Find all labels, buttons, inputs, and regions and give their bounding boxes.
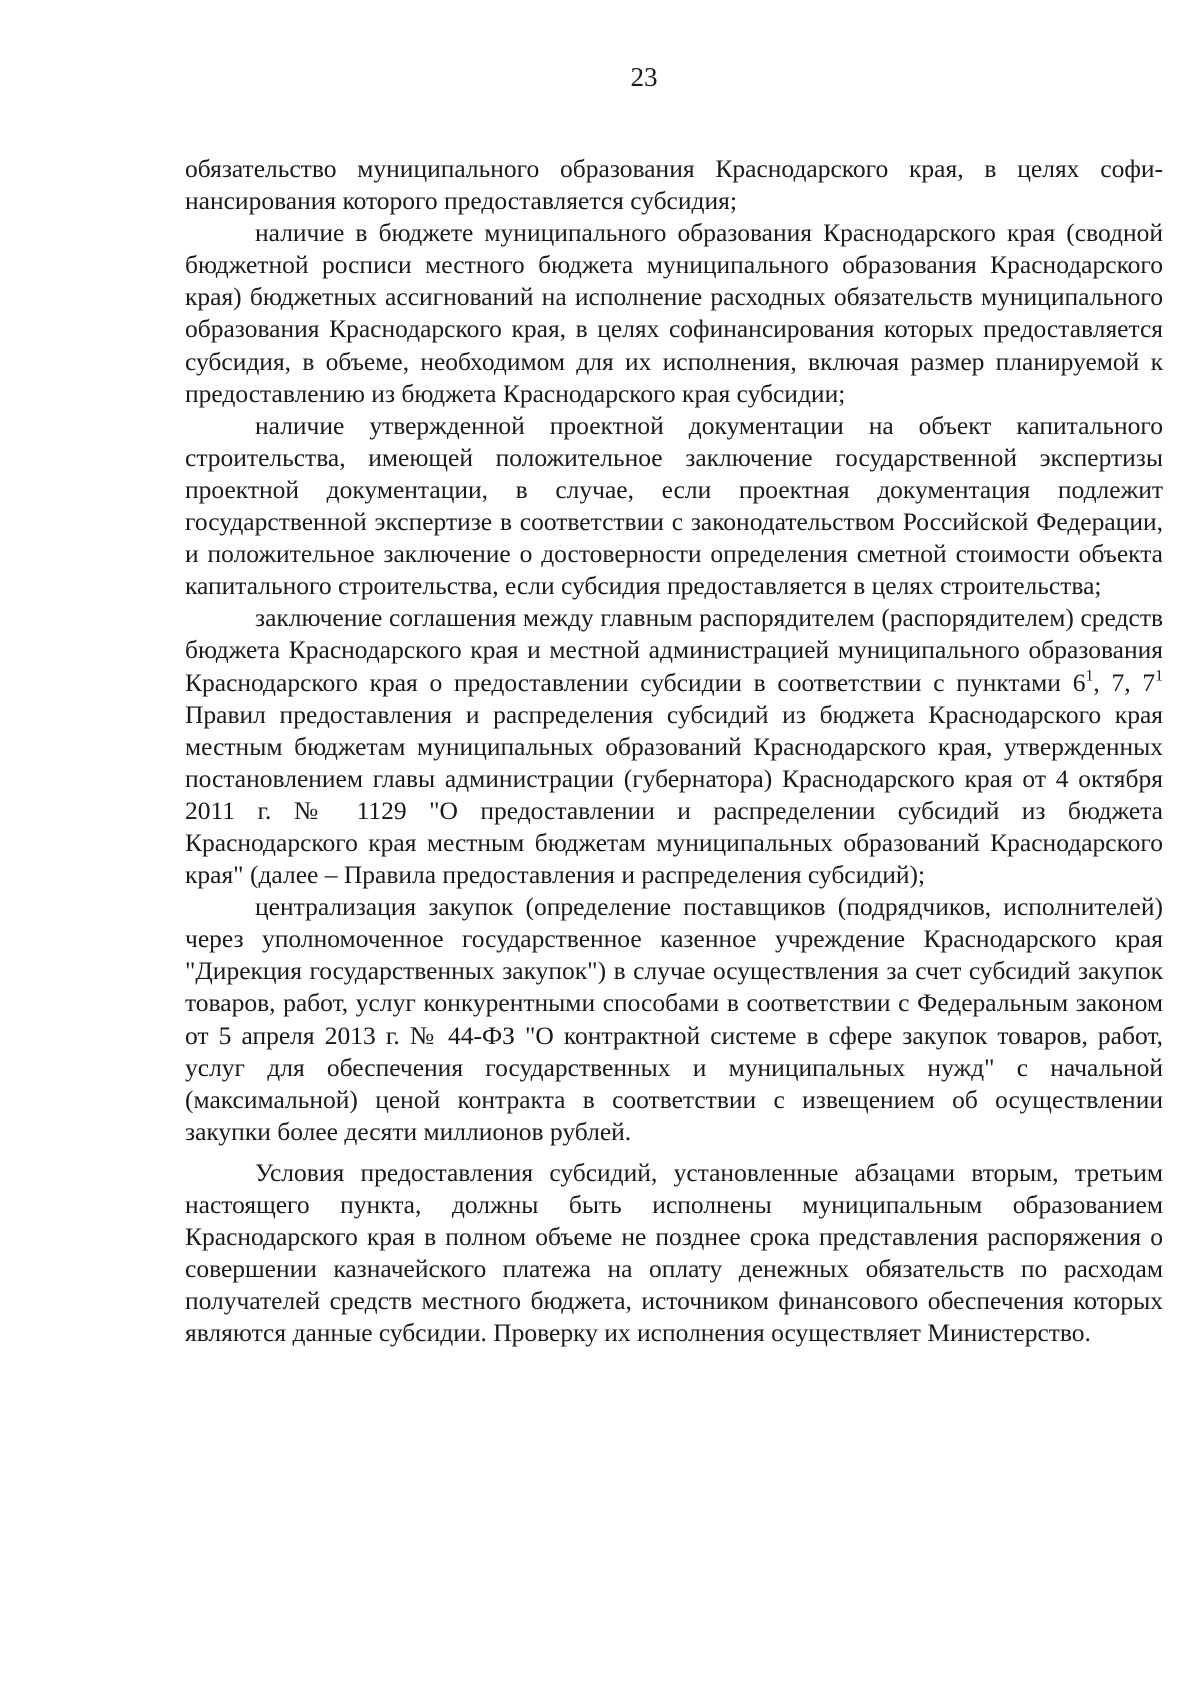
paragraph-budget-allocations: наличие в бюджете муниципального образования Краснодарского края (сводной бюджетной росписи местного бюджета муниципального образования Краснодарского края) бюджетных ассигнований на исполнение расходных обязательств муниципального образования Краснодарского края, в целях софинансирования которых предоставляется субсидия, в объеме, необходимом для их исполнения, включая размер планируемой к предоставлению из бюджета Краснодарского края субсидии; (185, 218, 1163, 408)
agreement-text-after: Правил предоставления и распределения субсидий из бюджета Краснодарского края местным бюджетам муниципальных образований Краснодарского края, утвержденных постановлением главы администрации (губернатора) Краснодарского края от 4 октября 2011 г. № 1129 "О предоставлении и распределении субсидий из бюджета Краснодарского края местным бюджетам муниципальных образований Краснодарского края" (далее – Правила предоставления и распределения субсидий); (185, 699, 1163, 890)
document-body (185, 153, 1163, 1349)
superscript-note: 1 (1155, 667, 1164, 685)
superscript-note: 1 (1085, 667, 1094, 685)
paragraph-project-documentation: наличие утвержденной проектной документации на объект капитального строительства, имеющей положительное заключение государственной экспертизы проектной документации, в случае, если проектная документация подлежит государственной экспертизе в соответствии с законодательством Российской Федерации, и положительное заключение о достоверности определения сметной стоимости объекта капитального строительства, если субсидия предоставляется в целях строительства; (185, 410, 1163, 601)
page-number: 23 (630, 62, 658, 92)
paragraph-agreement (185, 602, 1163, 891)
paragraph-obligation: обязательство муниципального образования Краснодарского края, в целях софинансирования которого предоставляется субсидия; (185, 154, 1163, 216)
paragraph-centralized-procurement: централизация закупок (определение поставщиков (подрядчиков, исполнителей) через уполномоченное государственное казенное учреждение Краснодарского края "Дирекция государственных закупок") в случае осуществления за счет субсидий закупок товаров, работ, услуг конкурентными способами в соответствии с Федеральным законом от 5 апреля 2013 г. № 44-ФЗ "О контрактной системе в сфере закупок товаров, работ, услуг для обеспечения государственных и муниципальных нужд" с начальной (максимальной) ценой контракта в соответствии с извещением об осуществлении закупки более десяти миллионов рублей. (185, 892, 1163, 1146)
paragraph-conditions: Условия предоставления субсидий, установленные абзацами вторым, третьим настоящего пункта, должны быть исполнены муниципальным образованием Краснодарского края в полном объеме не позднее срока представления распоряжения о совершении казначейского платежа на оплату денежных обязательств по расходам получателей средств местного бюджета, источником финансового обеспечения которых являются данные субсидии. Проверку их исполнения осуществляет Министерство. (185, 1157, 1163, 1348)
agreement-text-before: заключение соглашения между главным распорядителем (распорядителем) средств бюджета Краснодарского края и местной администрацией муниципального образования Краснодарского края о предоставлении субсидии в соответствии с пунктами 6 (185, 603, 1163, 697)
agreement-text-middle: , 7, 7 (1093, 667, 1156, 697)
